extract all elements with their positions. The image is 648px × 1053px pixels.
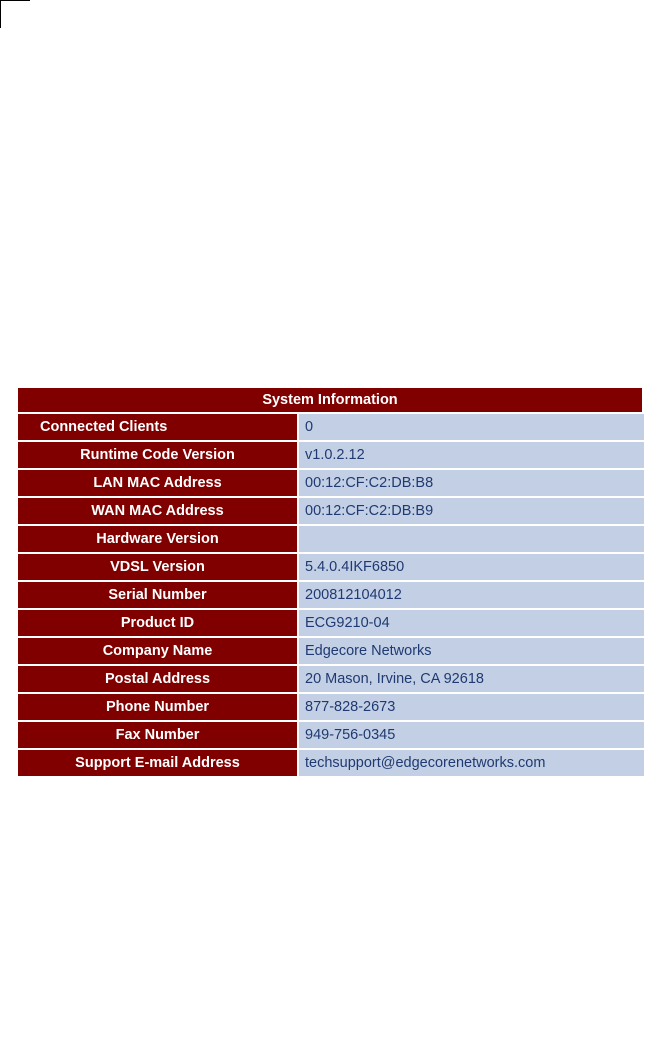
row-value-connected-clients: 0	[299, 414, 644, 440]
row-value-company-name: Edgecore Networks	[299, 638, 644, 664]
table-row	[18, 750, 644, 776]
table-row	[18, 498, 644, 524]
row-label-company-name: Company Name	[18, 638, 299, 664]
system-information-table	[18, 386, 644, 778]
table-row	[18, 554, 644, 580]
row-value-serial-number: 200812104012	[299, 582, 644, 608]
row-value-vdsl-version: 5.4.0.4IKF6850	[299, 554, 644, 580]
row-label-hardware-version: Hardware Version	[18, 526, 299, 552]
table-row	[18, 582, 644, 608]
row-label-phone-number: Phone Number	[18, 694, 299, 720]
crop-mark	[0, 0, 30, 28]
row-label-wan-mac-address: WAN MAC Address	[18, 498, 299, 524]
table-header-row	[18, 388, 644, 412]
table-row	[18, 722, 644, 748]
row-label-support-email-address: Support E-mail Address	[18, 750, 299, 776]
row-value-fax-number: 949-756-0345	[299, 722, 644, 748]
row-value-lan-mac-address: 00:12:CF:C2:DB:B8	[299, 470, 644, 496]
table-row	[18, 526, 644, 552]
row-value-support-email-address: techsupport@edgecorenetworks.com	[299, 750, 644, 776]
row-value-runtime-code-version: v1.0.2.12	[299, 442, 644, 468]
table-row	[18, 470, 644, 496]
table-row	[18, 666, 644, 692]
row-label-product-id: Product ID	[18, 610, 299, 636]
row-label-fax-number: Fax Number	[18, 722, 299, 748]
row-value-postal-address: 20 Mason, Irvine, CA 92618	[299, 666, 644, 692]
row-label-serial-number: Serial Number	[18, 582, 299, 608]
row-label-runtime-code-version: Runtime Code Version	[18, 442, 299, 468]
row-value-product-id: ECG9210-04	[299, 610, 644, 636]
table-title: System Information	[18, 388, 644, 412]
row-value-wan-mac-address: 00:12:CF:C2:DB:B9	[299, 498, 644, 524]
row-label-lan-mac-address: LAN MAC Address	[18, 470, 299, 496]
row-value-hardware-version	[299, 526, 644, 552]
row-value-phone-number: 877-828-2673	[299, 694, 644, 720]
table-row	[18, 442, 644, 468]
table-row	[18, 638, 644, 664]
table-row	[18, 610, 644, 636]
row-label-connected-clients: Connected Clients	[18, 414, 299, 440]
row-label-postal-address: Postal Address	[18, 666, 299, 692]
table-row	[18, 694, 644, 720]
row-label-vdsl-version: VDSL Version	[18, 554, 299, 580]
table-row	[18, 414, 644, 440]
